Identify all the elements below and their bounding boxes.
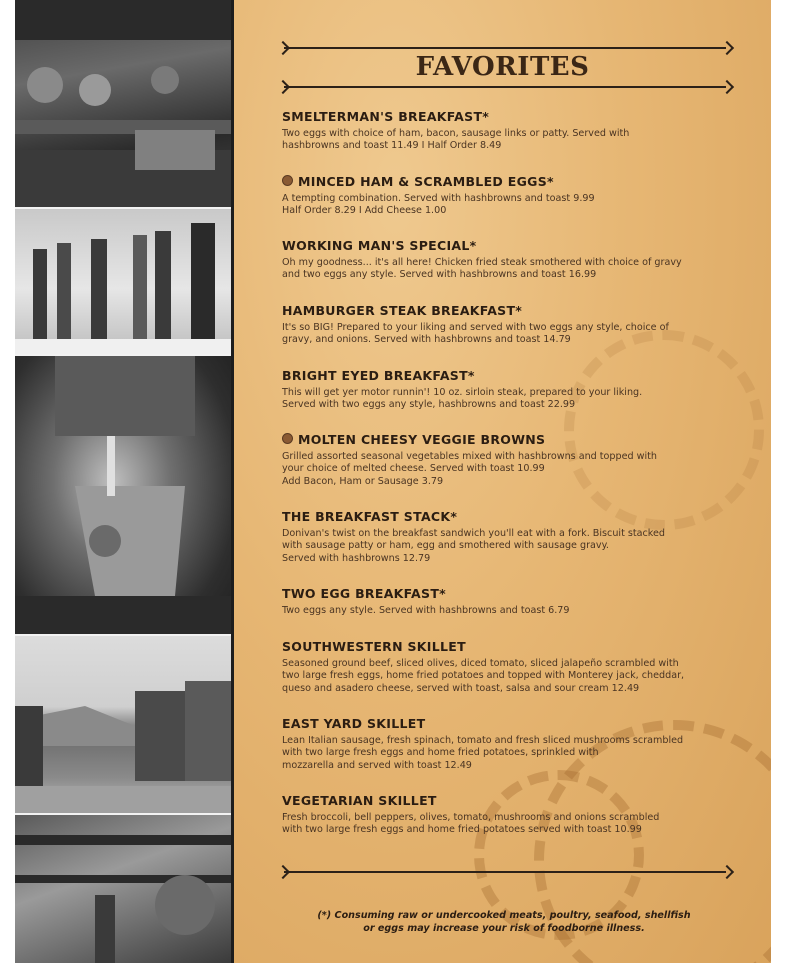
house-favorite-icon — [282, 433, 293, 444]
menu-page — [234, 0, 771, 963]
menu-item — [282, 239, 752, 282]
house-favorite-icon — [282, 175, 293, 186]
item-name: TWO EGG BREAKFAST* — [282, 586, 446, 601]
menu-item — [282, 110, 752, 153]
item-name: HAMBURGER STEAK BREAKFAST* — [282, 303, 523, 318]
item-description: It's so BIG! Prepared to your liking and served with two eggs any style, choice of gravy, and onions. Served with hashbrowns and toast 14.79 — [282, 322, 669, 346]
item-description: Lean Italian sausage, fresh spinach, tomato and fresh sliced mushrooms scrambled with two large fresh eggs and home fried potatoes, sprinkled with mozzarella and served with toast 12.49 — [282, 735, 684, 771]
photo-mill-workers — [15, 815, 231, 963]
section-title: FAVORITES — [415, 52, 590, 82]
menu-item — [282, 717, 752, 772]
item-description: Two eggs with choice of ham, bacon, sausage links or patty. Served with hashbrowns and toast 11.49 I Half Order 8.49 — [282, 128, 630, 152]
item-description: Two eggs any style. Served with hashbrowns and toast 6.79 — [282, 605, 570, 616]
item-name: MINCED HAM & SCRAMBLED EGGS* — [282, 175, 752, 189]
item-name: WORKING MAN'S SPECIAL* — [282, 238, 477, 253]
item-description: Oh my goodness... it's all here! Chicken fried steak smothered with choice of gravy and two eggs any style. Served with hashbrowns and toast 16.99 — [282, 257, 682, 281]
item-description: Grilled assorted seasonal vegetables mixed with hashbrowns and topped with your choice of melted cheese. Served with toast 10.99 Add Bacon, Ham or Sausage 3.79 — [282, 451, 657, 487]
menu-item — [282, 175, 752, 218]
menu-item — [282, 794, 752, 837]
menu-item — [282, 304, 752, 347]
item-description: Seasoned ground beef, sliced olives, diced tomato, sliced jalapeño scrambled with two large fresh eggs, home fried potatoes and topped with Monterey jack, cheddar, queso and asadero cheese, served with toast, salsa and sour cream 12.49 — [282, 658, 685, 694]
title-rule — [284, 86, 726, 88]
page-margin — [771, 0, 787, 963]
menu-item — [282, 433, 752, 488]
menu-item — [282, 587, 752, 617]
item-name: SOUTHWESTERN SKILLET — [282, 639, 466, 654]
photo-smelter-interior — [15, 0, 231, 209]
menu-item — [282, 369, 752, 412]
item-description: Fresh broccoli, bell peppers, olives, tomato, mushrooms and onions scrambled with two large fresh eggs and home fried potatoes served with toast 10.99 — [282, 812, 660, 836]
photo-skiers — [15, 209, 231, 356]
top-rule — [284, 47, 726, 49]
photo-main-street — [15, 636, 231, 815]
item-name: SMELTERMAN'S BREAKFAST* — [282, 109, 490, 124]
item-name: MOLTEN CHEESY VEGGIE BROWNS — [282, 433, 752, 447]
item-name: VEGETARIAN SKILLET — [282, 793, 437, 808]
item-name: EAST YARD SKILLET — [282, 716, 426, 731]
item-description: Donivan's twist on the breakfast sandwich you'll eat with a fork. Biscuit stacked with sausage patty or ham, egg and smothered with sausage gravy. Served with hashbrowns 12.79 — [282, 528, 666, 564]
item-description: This will get yer motor runnin'! 10 oz. sirloin steak, prepared to your liking. Served with two eggs any style, hashbrowns and toast 22.99 — [282, 387, 643, 411]
photo-strip — [15, 0, 231, 963]
photo-molten-ladle — [15, 356, 231, 636]
bottom-rule — [284, 871, 726, 873]
item-name: BRIGHT EYED BREAKFAST* — [282, 368, 475, 383]
menu-item — [282, 640, 752, 695]
item-name: THE BREAKFAST STACK* — [282, 509, 458, 524]
food-safety-footnote: (*) Consuming raw or undercooked meats, poultry, seafood, shellfish or eggs may increase your risk of foodborne illness. — [317, 910, 691, 934]
gear-watermark-icon — [564, 330, 764, 530]
item-description: A tempting combination. Served with hashbrowns and toast 9.99 Half Order 8.29 I Add Cheese 1.00 — [282, 193, 595, 217]
menu-item — [282, 510, 752, 565]
